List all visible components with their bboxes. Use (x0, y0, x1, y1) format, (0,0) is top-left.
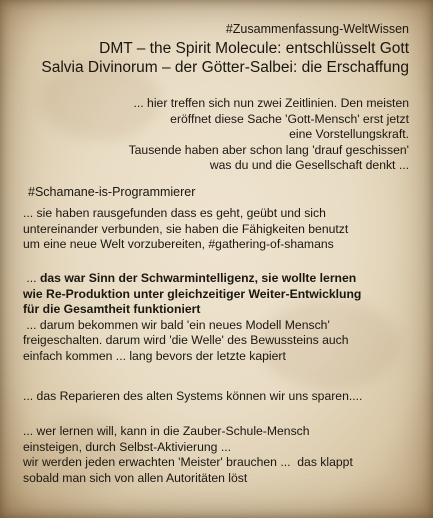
paragraph-line: sobald man sich von allen Autoritäten löst (23, 470, 248, 485)
title-line-dmt: DMT – the Spirit Molecule: entschlüsselt Gott (99, 40, 409, 57)
paragraph-line (23, 271, 361, 287)
paragraph-line: freigeschalten. darum wird 'die Welle' des Bewussteins auch (23, 333, 349, 348)
paragraph-line: einsteigen, durch Selbst-Aktivierung ... (23, 439, 231, 454)
paragraph-prefix: ... (23, 271, 40, 285)
title-line-salvia: Salvia Divinorum – der Götter-Salbei: die Erschaffung (41, 59, 409, 76)
paragraph-shamans (23, 206, 348, 253)
header-hashtag: #Zusammenfassung-WeltWissen (225, 22, 409, 36)
paragraph-line: ... sie haben rausgefunden dass es geht, geübt und sich (23, 206, 326, 220)
paragraph-line: um eine neue Welt vorzubereiten, #gathering-of-shamans (23, 237, 334, 252)
paragraph-repair: ... das Reparieren des alten Systems können wir uns sparen.... (23, 389, 363, 403)
intro-paragraph (129, 96, 409, 174)
paragraph-line: einfach kommen ... lang bevors der letzte kapiert (23, 348, 286, 363)
paragraph-magic-school (23, 424, 353, 486)
intro-line: eröffnet diese Sache 'Gott-Mensch' erst jetzt (170, 111, 409, 126)
intro-line: Tausende haben aber schon lang 'drauf geschissen' (128, 142, 409, 157)
paragraph-line: wir werden jeden erwachten 'Meister' brauchen ... das klappt (23, 455, 353, 470)
intro-line: ... hier treffen sich nun zwei Zeitlinien. Den meisten (133, 96, 409, 110)
bold-statement: das war Sinn der Schwarmintelligenz, sie wollte lernen (39, 271, 357, 285)
bold-statement: wie Re-Produktion unter gleichzeitiger Weiter-Entwicklung (23, 286, 362, 301)
paragraph-line: ... darum bekommen wir bald 'ein neues Modell Mensch' (23, 317, 330, 332)
paragraph-line: untereinander verbunden, sie haben die Fähigkeiten benutzt (23, 221, 349, 236)
bold-statement: für die Gesamtheit funktioniert (23, 302, 201, 317)
paragraph-line: ... wer lernen will, kann in die Zauber-Schule-Mensch (23, 424, 310, 438)
intro-line: was du und die Gesellschaft denkt ... (209, 158, 409, 173)
intro-line: eine Vorstellungskraft. (289, 127, 409, 142)
section-hashtag: #Schamane-is-Programmierer (28, 185, 196, 199)
paragraph-swarm-intelligence (23, 271, 361, 365)
